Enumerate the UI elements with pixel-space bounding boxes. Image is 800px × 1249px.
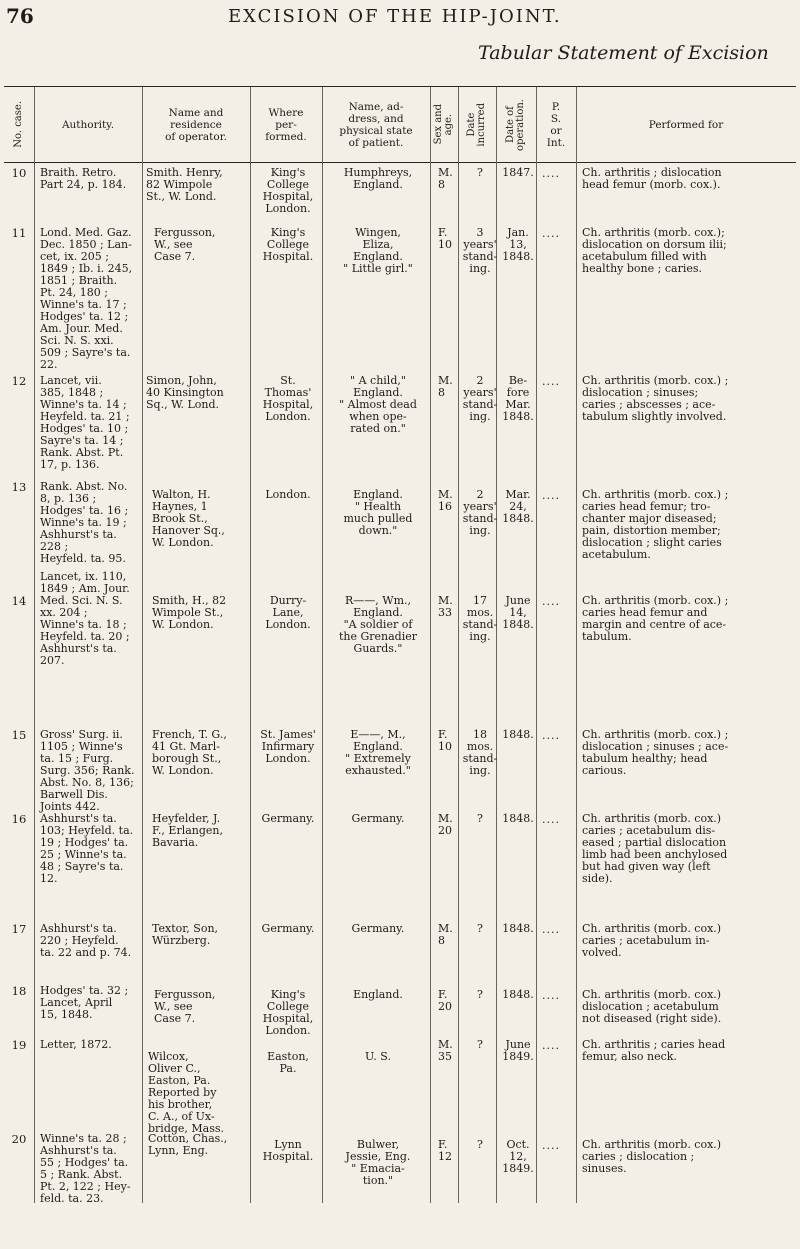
case-number: 13	[11, 480, 27, 494]
where-cell: King's College Hospital, London.	[262, 166, 314, 215]
authority-cell: Ashhurst's ta. 103; Heyfeld. ta. 19 ; Hodges' ta. 25 ; Winne's ta. 48 ; Sayre's ta. 12.	[40, 812, 134, 885]
incurred-cell: ?	[477, 1138, 483, 1151]
incurred-cell: 2 years' stand- ing.	[462, 374, 498, 423]
patient-cell: U. S.	[365, 1050, 391, 1063]
ps-cell: ....	[542, 989, 560, 1002]
case-number: 18	[11, 984, 27, 998]
header-operator: Name and residence of operator.	[165, 106, 227, 143]
patient-cell: Germany.	[351, 922, 405, 935]
incurred-cell: 18 mos. stand- ing.	[462, 728, 498, 777]
operation-date-cell: 1848.	[502, 988, 534, 1001]
sex-age-cell: M. 33	[438, 594, 453, 619]
operator-cell: Fergusson, W., see Case 7.	[154, 226, 216, 263]
patient-cell: Bulwer, Jessie, Eng. " Emacia- tion."	[345, 1138, 411, 1187]
sex-age-cell: F. 10	[438, 728, 452, 753]
operation-date-cell: Oct. 12, 1849.	[502, 1138, 534, 1175]
operation-date-cell: 1848.	[502, 728, 534, 741]
where-cell: King's College Hospital, London.	[262, 988, 314, 1037]
sex-age-cell: M. 16	[438, 488, 453, 513]
sex-age-cell: M. 35	[438, 1038, 453, 1063]
authority-cell: Rank. Abst. No. 8, p. 136 ; Hodges' ta. 16 ; Winne's ta. 19 ; Ashhurst's ta. 228 ; Heyfeld. ta. 95.	[40, 480, 129, 565]
performed-for-cell: Ch. arthritis ; dislocation head femur (morb. cox.).	[582, 166, 722, 191]
performed-for-cell: Ch. arthritis (morb. cox.) caries ; dislocation ; sinuses.	[582, 1138, 722, 1175]
table-body	[4, 163, 796, 1203]
header-sex-age: Sex and age.	[433, 104, 454, 145]
operation-date-cell: Be- fore Mar. 1848.	[502, 374, 534, 423]
operation-date-cell: 1848.	[502, 922, 534, 935]
operation-date-cell: Mar. 24, 1848.	[502, 488, 534, 525]
case-number: 12	[11, 374, 27, 388]
sex-age-cell: M. 8	[438, 922, 453, 947]
sex-age-cell: M. 8	[438, 374, 453, 399]
incurred-cell: 2 years' stand- ing.	[462, 488, 498, 537]
patient-cell: Humphreys, England.	[343, 166, 413, 191]
sex-age-cell: F. 12	[438, 1138, 452, 1163]
performed-for-cell: Ch. arthritis (morb. cox.); dislocation on dorsum ilii; acetabulum filled with healthy bone ; caries.	[582, 226, 727, 275]
ps-cell: ....	[542, 1139, 560, 1152]
where-cell: St. Thomas' Hospital, London.	[262, 374, 314, 423]
where-cell: Germany.	[261, 922, 315, 935]
operator-cell: French, T. G., 41 Gt. Marl- borough St., W. London.	[152, 728, 227, 777]
incurred-cell: ?	[477, 988, 483, 1001]
header-where: Where per- formed.	[265, 106, 307, 143]
table-header	[4, 86, 796, 163]
authority-cell: Ashhurst's ta. 220 ; Heyfeld. ta. 22 and p. 74.	[40, 922, 132, 959]
operator-cell: Smith. Henry, 82 Wimpole St., W. Lond.	[146, 166, 223, 203]
running-title: EXCISION OF THE HIP-JOINT.	[228, 6, 562, 27]
case-number: 16	[11, 812, 27, 826]
ps-cell: ....	[542, 729, 560, 742]
ps-cell: ....	[542, 813, 560, 826]
header-date-operation: Date of operation.	[505, 98, 526, 151]
ps-cell: ....	[542, 489, 560, 502]
case-number: 17	[11, 922, 27, 936]
case-number: 20	[11, 1132, 27, 1146]
operation-date-cell: Jan. 13, 1848.	[502, 226, 534, 263]
patient-cell: Wingen, Eliza, England. " Little girl."	[343, 226, 413, 275]
ps-cell: ....	[542, 595, 560, 608]
where-cell: Germany.	[261, 812, 315, 825]
performed-for-cell: Ch. arthritis (morb. cox.) ; caries head femur; tro- chanter major diseased; pain, distortion member; dislocation ; slight caries acetabulum.	[582, 488, 729, 561]
page-number: 76	[6, 4, 34, 28]
authority-cell: Lancet, ix. 110, 1849 ; Am. Jour. Med. Sci. N. S. xx. 204 ; Winne's ta. 18 ; Heyfeld. ta. 20 ; Ashhurst's ta. 207.	[40, 570, 130, 667]
header-no-case: No. case.	[13, 101, 24, 148]
sex-age-cell: F. 20	[438, 988, 452, 1013]
operator-cell: Textor, Son, Würzberg.	[152, 922, 219, 947]
ps-cell: ....	[542, 923, 560, 936]
header-authority: Authority.	[61, 118, 115, 131]
authority-cell: Lond. Med. Gaz. Dec. 1850 ; Lan- cet, ix. 205 ; 1849 ; Ib. i. 245, 1851 ; Braith. Pt. 24, 180 ; Winne's ta. 17 ; Hodges' ta. 12 ; Am. Jour. Med. Sci. N. S. xxi. 509 ; Sayre's ta. 22.	[40, 226, 133, 371]
performed-for-cell: Ch. arthritis (morb. cox.) caries ; acetabulum dis- eased ; partial dislocation limb had been anchylosed but had given way (left side).	[582, 812, 728, 885]
patient-cell: " A child," England. " Almost dead when ope- rated on."	[339, 374, 417, 435]
where-cell: Easton, Pa.	[267, 1050, 309, 1075]
header-performed-for: Performed for	[648, 118, 724, 131]
authority-cell: Hodges' ta. 32 ; Lancet, April 15, 1848.	[40, 984, 129, 1021]
header-ps-int: P. S. or Int.	[546, 100, 566, 149]
patient-cell: Germany.	[351, 812, 405, 825]
incurred-cell: 3 years' stand- ing.	[462, 226, 498, 275]
operation-date-cell: 1847.	[502, 166, 534, 179]
where-cell: Lynn Hospital.	[262, 1138, 314, 1163]
performed-for-cell: Ch. arthritis (morb. cox.) ; caries head femur and margin and centre of ace- tabulum.	[582, 594, 729, 643]
authority-cell: Lancet, vii. 385, 1848 ; Winne's ta. 14 ; Heyfeld. ta. 21 ; Hodges' ta. 10 ; Sayre's ta. 14 ; Rank. Abst. Pt. 17, p. 136.	[40, 374, 130, 471]
operator-cell: Wilcox, Oliver C., Easton, Pa. Reported by his brother, C. A., of Ux- bridge, Mass.	[148, 1050, 225, 1135]
patient-cell: England. " Health much pulled down."	[343, 488, 413, 537]
patient-cell: R——, Wm., England. "A soldier of the Grenadier Guards."	[338, 594, 418, 655]
patient-cell: England.	[353, 988, 403, 1001]
ps-cell: ....	[542, 227, 560, 240]
operator-cell: Fergusson, W., see Case 7.	[154, 988, 216, 1025]
where-cell: Durry- Lane, London.	[265, 594, 311, 631]
case-number: 19	[11, 1038, 27, 1052]
case-number: 14	[11, 594, 27, 608]
operator-cell: Walton, H. Haynes, 1 Brook St., Hanover Sq., W. London.	[152, 488, 225, 549]
sex-age-cell: F. 10	[438, 226, 452, 251]
ps-cell: ....	[542, 1039, 560, 1052]
operation-date-cell: 1848.	[502, 812, 534, 825]
header-date-incurred: Date incurred	[466, 102, 487, 147]
incurred-cell: 17 mos. stand- ing.	[462, 594, 498, 643]
case-number: 11	[11, 226, 27, 240]
operator-cell: Cotton, Chas., Lynn, Eng.	[148, 1132, 228, 1157]
operator-cell: Smith, H., 82 Wimpole St., W. London.	[152, 594, 227, 631]
performed-for-cell: Ch. arthritis (morb. cox.) ; dislocation ; sinuses; caries ; abscesses ; ace- tabulum slightly involved.	[582, 374, 729, 423]
performed-for-cell: Ch. arthritis (morb. cox.) ; dislocation ; sinuses ; ace- tabulum healthy; head carious.	[582, 728, 729, 777]
header-patient: Name, ad- dress, and physical state of patient.	[339, 100, 413, 149]
where-cell: London.	[265, 488, 311, 501]
performed-for-cell: Ch. arthritis ; caries head femur, also neck.	[582, 1038, 726, 1063]
where-cell: King's College Hospital.	[262, 226, 314, 263]
operator-cell: Heyfelder, J. F., Erlangen, Bavaria.	[152, 812, 223, 849]
operation-date-cell: June 1849.	[502, 1038, 534, 1063]
patient-cell: E——, M., England. " Extremely exhausted."	[345, 728, 411, 777]
authority-cell: Winne's ta. 28 ; Ashhurst's ta. 55 ; Hodges' ta. 5 ; Rank. Abst. Pt. 2, 122 ; Hey- feld. ta. 23.	[40, 1132, 131, 1205]
incurred-cell: ?	[477, 812, 483, 825]
operation-date-cell: June 14, 1848.	[502, 594, 534, 631]
incurred-cell: ?	[477, 166, 483, 179]
operator-cell: Simon, John, 40 Kinsington Sq., W. Lond.	[146, 374, 224, 411]
case-number: 10	[11, 166, 27, 180]
incurred-cell: ?	[477, 922, 483, 935]
performed-for-cell: Ch. arthritis (morb. cox.) dislocation ; acetabulum not diseased (right side).	[582, 988, 722, 1025]
where-cell: St. James' Infirmary London.	[260, 728, 316, 765]
ps-cell: ....	[542, 375, 560, 388]
incurred-cell: ?	[477, 1038, 483, 1051]
sex-age-cell: M. 20	[438, 812, 453, 837]
ps-cell: ....	[542, 167, 560, 180]
authority-cell: Gross' Surg. ii. 1105 ; Winne's ta. 15 ; Furg. Surg. 356; Rank. Abst. No. 8, 136; Barwell Dis. Joints 442.	[40, 728, 135, 813]
table-subtitle: Tabular Statement of Excision	[478, 42, 769, 64]
authority-cell: Letter, 1872.	[40, 1038, 112, 1051]
case-number: 15	[11, 728, 27, 742]
authority-cell: Braith. Retro. Part 24, p. 184.	[40, 166, 127, 191]
sex-age-cell: M. 8	[438, 166, 453, 191]
performed-for-cell: Ch. arthritis (morb. cox.) caries ; acetabulum in- volved.	[582, 922, 722, 959]
